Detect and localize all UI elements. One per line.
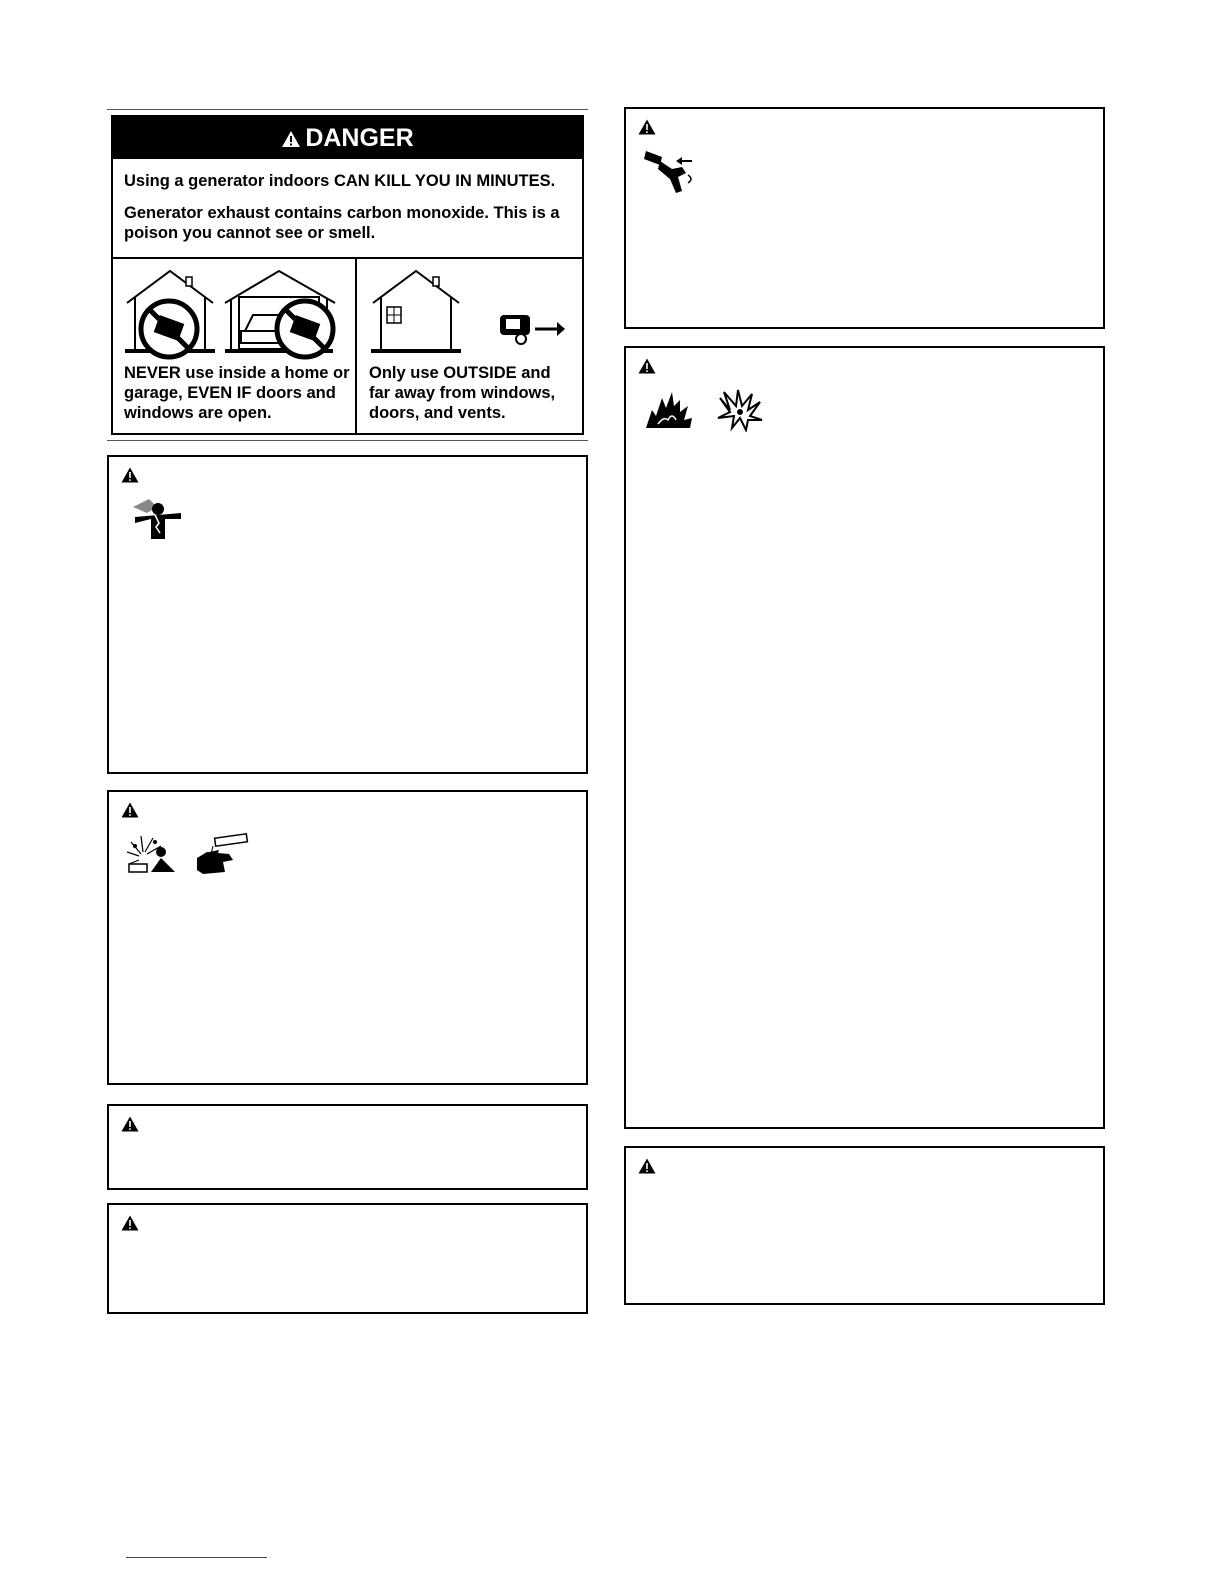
- generator-outside-arrow-icon: [497, 309, 567, 349]
- warning-triangle-icon: [121, 467, 139, 483]
- battery-explosion-icon: [125, 834, 179, 874]
- danger-text: [113, 159, 582, 243]
- warning-box-electric-shock: [107, 455, 588, 774]
- no-generator-in-home-icon: [123, 265, 218, 360]
- danger-header: [113, 117, 582, 159]
- footer-link-underline[interactable]: [126, 1557, 267, 1558]
- warning-triangle-icon: [638, 358, 656, 374]
- outdoor-use-panel: [355, 259, 582, 435]
- warning-box-fire-explosion: [624, 346, 1105, 1129]
- warning-triangle-icon: [638, 1158, 656, 1174]
- outdoor-caption: Only use OUTSIDE and far away from windows, doors, and vents.: [369, 364, 556, 422]
- no-generator-in-garage-icon: [223, 265, 341, 360]
- danger-heading: DANGER: [305, 124, 414, 152]
- fire-icon: [644, 390, 694, 430]
- danger-bottom-rule: [107, 440, 588, 441]
- warning-triangle-icon: [121, 802, 139, 818]
- danger-pictograms: [113, 257, 582, 435]
- warning-triangle-icon: [638, 119, 656, 135]
- explosion-icon: [716, 388, 764, 432]
- warning-triangle-icon: [121, 1215, 139, 1231]
- warning-triangle-icon: [121, 1116, 139, 1132]
- warning-box-small-3: [624, 1146, 1105, 1305]
- danger-line-1: Using a generator indoors CAN KILL YOU IN MINUTES.: [124, 172, 556, 190]
- top-rule: [107, 109, 588, 110]
- acid-burn-icon: [193, 832, 249, 876]
- kickback-icon: [642, 147, 702, 195]
- indoor-caption: NEVER use inside a home or garage, EVEN IF doors and windows are open.: [124, 364, 350, 422]
- indoor-prohibited-panel: [113, 259, 357, 435]
- danger-triangle-icon: [281, 130, 301, 148]
- electric-shock-icon: [129, 497, 187, 541]
- warning-box-small-2: [107, 1203, 588, 1314]
- warning-box-kickback: [624, 107, 1105, 329]
- danger-panel: [111, 115, 584, 435]
- warning-box-small-1: [107, 1104, 588, 1190]
- house-icon: [369, 265, 464, 360]
- warning-box-battery: [107, 790, 588, 1085]
- danger-line-2: Generator exhaust contains carbon monoxide. This is a poison you cannot see or smell.: [124, 204, 560, 242]
